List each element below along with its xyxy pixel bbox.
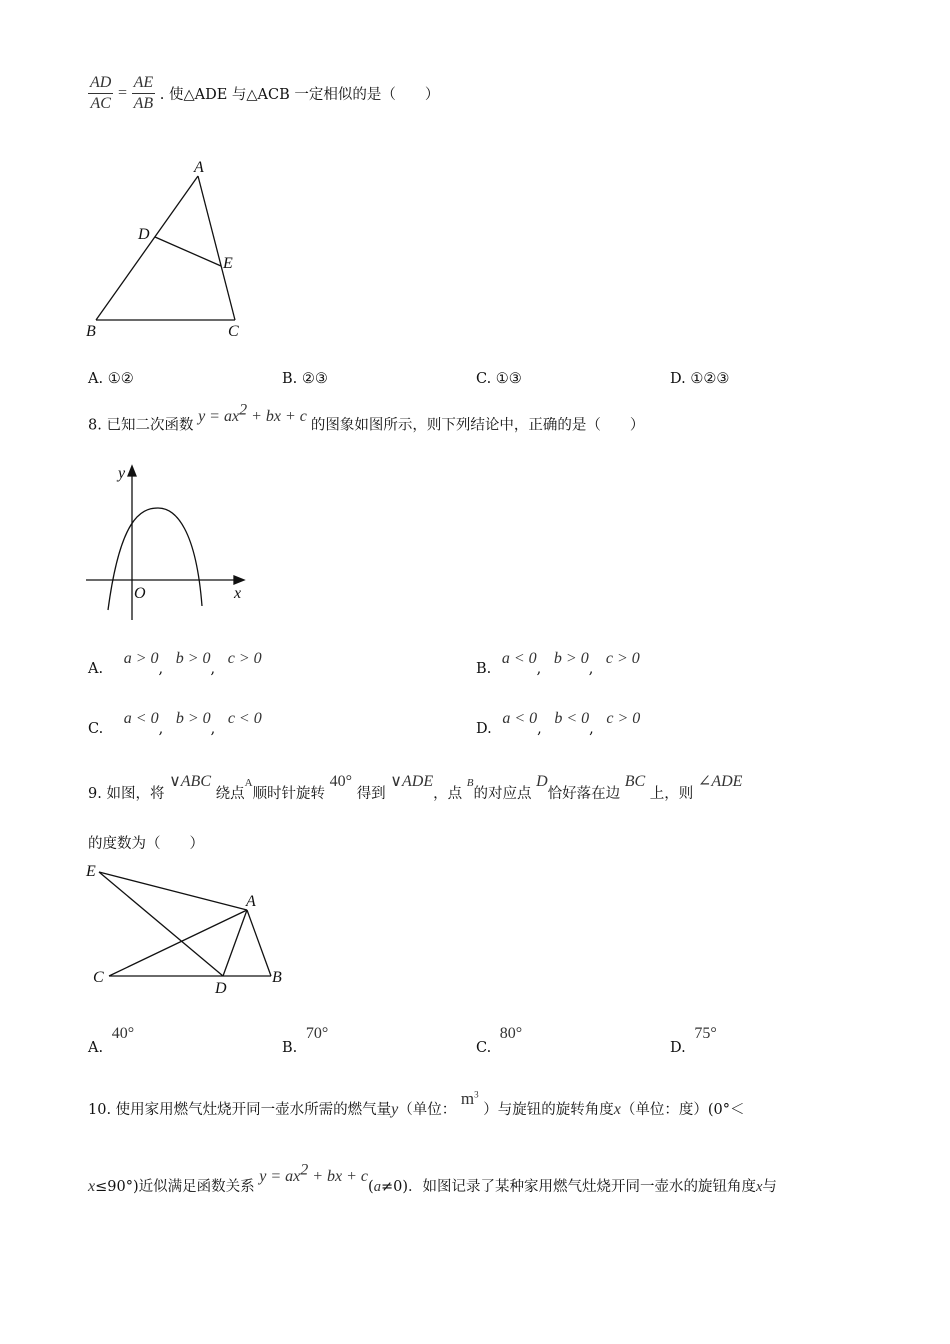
q8-formula-ax: ax xyxy=(223,408,240,426)
q9-math-d: D xyxy=(536,773,548,790)
q8-label-o: O xyxy=(134,585,146,602)
q9-stem-line1 xyxy=(88,770,743,802)
q9-label-c: C xyxy=(93,969,104,986)
q7-frac2-denominator: AB xyxy=(133,95,154,112)
q10-line2-x2: x xyxy=(755,1179,763,1196)
q10-line2-a: a xyxy=(373,1179,381,1196)
q7-option-a[interactable] xyxy=(88,371,134,387)
q8-formula-eq: = xyxy=(205,408,224,426)
q8-option-b-cond-a: a < 0 xyxy=(501,650,537,667)
q9-option-c[interactable] xyxy=(476,1025,523,1056)
q7-option-b-text: ②③ xyxy=(301,371,328,387)
q8-option-a-label: A. xyxy=(88,661,104,677)
q9-line-ab xyxy=(247,910,271,976)
q7-frac2-numerator: AE xyxy=(132,74,156,94)
q8-option-c-cond-a: a < 0 xyxy=(123,710,159,727)
q10-var-x: x xyxy=(613,1101,621,1118)
q8-option-d[interactable] xyxy=(476,710,641,737)
q9-math-angle: 40° xyxy=(329,773,353,790)
q9-option-a-label: A. xyxy=(88,1040,104,1056)
q9-option-d[interactable] xyxy=(670,1025,717,1056)
q7-label-a: A xyxy=(194,159,204,176)
q9-label-e: E xyxy=(86,863,96,880)
q9-text-2: 绕点 xyxy=(215,786,245,802)
q8-option-b-cond-b: b > 0 xyxy=(553,650,589,667)
q9-text-1: 如图，将 xyxy=(106,786,165,802)
q7-triangle-figure xyxy=(80,150,260,350)
q8-text-before: 已知二次函数 xyxy=(106,417,194,434)
q10-text-3: ）与旋钮的旋转角度 xyxy=(483,1102,614,1118)
q10-line2-text-4: 与 xyxy=(762,1179,777,1196)
q10-line2-text-3: ≠0)．如图记录了某种家用燃气灶烧开同一壶水的旋钮角度 xyxy=(380,1179,756,1196)
q8-option-d-sep1: , xyxy=(537,721,542,737)
q7-label-c: C xyxy=(228,323,239,340)
q9-option-d-text: 75° xyxy=(694,1025,717,1042)
q9-option-a[interactable] xyxy=(88,1025,135,1056)
q8-number: 8. xyxy=(88,417,102,434)
q8-option-a-cond-b: b > 0 xyxy=(175,650,211,667)
q10-formula-main: y = ax xyxy=(259,1168,301,1186)
q10-formula xyxy=(259,1162,369,1186)
q9-label-b: B xyxy=(272,969,282,986)
q9-math-angle-ade: ∠ADE xyxy=(697,773,743,790)
q7-fraction-ae-ab xyxy=(132,74,156,113)
q8-formula xyxy=(198,402,311,426)
q8-formula-y: y xyxy=(198,408,206,426)
q10-line2-text-2: ( xyxy=(368,1179,374,1196)
q10-text-1: 使用家用燃气灶烧开同一壶水所需的燃气量 xyxy=(115,1102,392,1118)
q10-text-4: （单位：度）(0°＜ xyxy=(620,1102,745,1118)
q8-formula-exp: 2 xyxy=(239,402,248,419)
q7-option-a-text: ①② xyxy=(107,371,134,387)
q8-option-d-label: D. xyxy=(476,721,492,737)
q8-option-c-sep1: , xyxy=(158,721,164,737)
q8-option-b[interactable] xyxy=(476,650,640,677)
q9-option-b[interactable] xyxy=(282,1025,329,1056)
q8-option-d-sep2: , xyxy=(589,721,594,737)
q9-math-ade: ∨ADE xyxy=(390,773,434,790)
q8-option-b-label: B. xyxy=(476,661,492,677)
q7-option-d-text: ①②③ xyxy=(690,371,730,387)
q9-text-5: ，点 xyxy=(433,786,463,802)
q10-stem-line1 xyxy=(88,1088,745,1118)
q10-number: 10. xyxy=(88,1102,112,1118)
q8-parabola-curve xyxy=(108,508,202,610)
q8-label-x: x xyxy=(234,585,242,602)
q9-number: 9. xyxy=(88,786,102,802)
q7-option-c-text: ①③ xyxy=(495,371,522,387)
q9-option-a-text: 40° xyxy=(111,1025,135,1042)
q7-label-d: D xyxy=(138,226,150,243)
q10-line2-x: x xyxy=(88,1178,96,1196)
q7-option-c[interactable] xyxy=(476,371,522,387)
q8-x-axis-arrow xyxy=(234,576,244,584)
q10-line2-text-1: ≤90°)近似满足函数关系 xyxy=(95,1179,255,1196)
q7-frac1-denominator: AC xyxy=(90,95,111,112)
q9-text-3: 顺时针旋转 xyxy=(252,786,326,802)
q8-option-a[interactable] xyxy=(88,650,262,677)
q9-option-b-text: 70° xyxy=(305,1025,329,1042)
q9-math-abc: ∨ABC xyxy=(169,773,211,790)
q7-stem-text: . 使△ADE 与△ACB 一定相似的是（ ） xyxy=(159,87,440,103)
q9-text-8: 上，则 xyxy=(649,786,694,802)
q10-unit-exp: 3 xyxy=(474,1089,479,1100)
q7-option-c-label: C. xyxy=(476,371,492,387)
q7-fraction-ad-ac xyxy=(88,74,113,113)
q8-option-c-cond-b: b > 0 xyxy=(175,710,211,727)
q8-option-a-cond-c: c > 0 xyxy=(227,650,262,667)
q9-label-d: D xyxy=(215,980,227,997)
q9-text-4: 得到 xyxy=(356,786,386,802)
q8-option-a-cond-a: a > 0 xyxy=(123,650,159,667)
q8-y-axis-arrow xyxy=(128,466,136,476)
q8-formula-rest: + bx + c xyxy=(247,408,307,426)
q7-equals: = xyxy=(117,84,127,102)
q8-option-d-cond-c: c > 0 xyxy=(606,710,641,727)
q7-line-ab xyxy=(96,176,198,320)
q7-line-de xyxy=(155,237,221,266)
q8-option-c-sep2: , xyxy=(210,721,216,737)
q9-math-b: B xyxy=(466,777,474,789)
q10-text-2: （单位： xyxy=(398,1102,457,1118)
q8-label-y: y xyxy=(118,465,126,482)
q9-rotation-figure xyxy=(85,858,295,1003)
q9-stem-line2: 的度数为（ ） xyxy=(88,836,204,852)
q9-option-c-label: C. xyxy=(476,1040,492,1056)
q10-formula-rest: + bx + c xyxy=(308,1168,369,1186)
q8-option-b-sep1: , xyxy=(536,661,542,677)
q9-option-b-label: B. xyxy=(282,1040,298,1056)
q7-line-ac xyxy=(198,176,235,320)
q9-text-6: 的对应点 xyxy=(473,786,532,802)
q10-stem-line2 xyxy=(88,1162,777,1196)
q7-option-d[interactable] xyxy=(670,371,729,387)
q7-label-b: B xyxy=(86,323,96,340)
q7-stem-line xyxy=(88,74,439,113)
q8-option-a-sep1: , xyxy=(158,661,164,677)
q8-text-after: 的图象如图所示，则下列结论中，正确的是（ ） xyxy=(310,417,645,434)
q9-math-a: A xyxy=(244,777,253,789)
q7-frac1-numerator: AD xyxy=(88,74,113,94)
q8-option-d-cond-a: a < 0 xyxy=(502,710,538,727)
q9-option-c-text: 80° xyxy=(499,1025,523,1042)
q8-option-c-label: C. xyxy=(88,721,104,737)
q10-var-y: y xyxy=(391,1101,399,1118)
q9-option-d-label: D. xyxy=(670,1040,686,1056)
q10-unit-m: m xyxy=(460,1089,475,1108)
q7-option-d-label: D. xyxy=(670,371,686,387)
q7-option-b-label: B. xyxy=(282,371,298,387)
q8-option-b-sep2: , xyxy=(588,661,594,677)
q8-option-c-cond-c: c < 0 xyxy=(227,710,262,727)
q8-parabola-figure xyxy=(80,460,260,625)
q8-option-b-cond-c: c > 0 xyxy=(605,650,640,667)
q7-label-e: E xyxy=(223,255,233,272)
q10-unit xyxy=(461,1089,479,1108)
q8-stem-line xyxy=(88,402,645,434)
q8-option-d-cond-b: b < 0 xyxy=(554,710,590,727)
q7-option-b[interactable] xyxy=(282,371,328,387)
q10-formula-exp: 2 xyxy=(300,1162,309,1179)
q7-option-a-label: A. xyxy=(88,371,104,387)
q9-math-bc: BC xyxy=(624,773,646,790)
q8-option-c[interactable] xyxy=(88,710,262,737)
q9-label-a: A xyxy=(246,893,256,910)
q9-text-7: 恰好落在边 xyxy=(547,786,621,802)
q8-option-a-sep2: , xyxy=(210,661,216,677)
